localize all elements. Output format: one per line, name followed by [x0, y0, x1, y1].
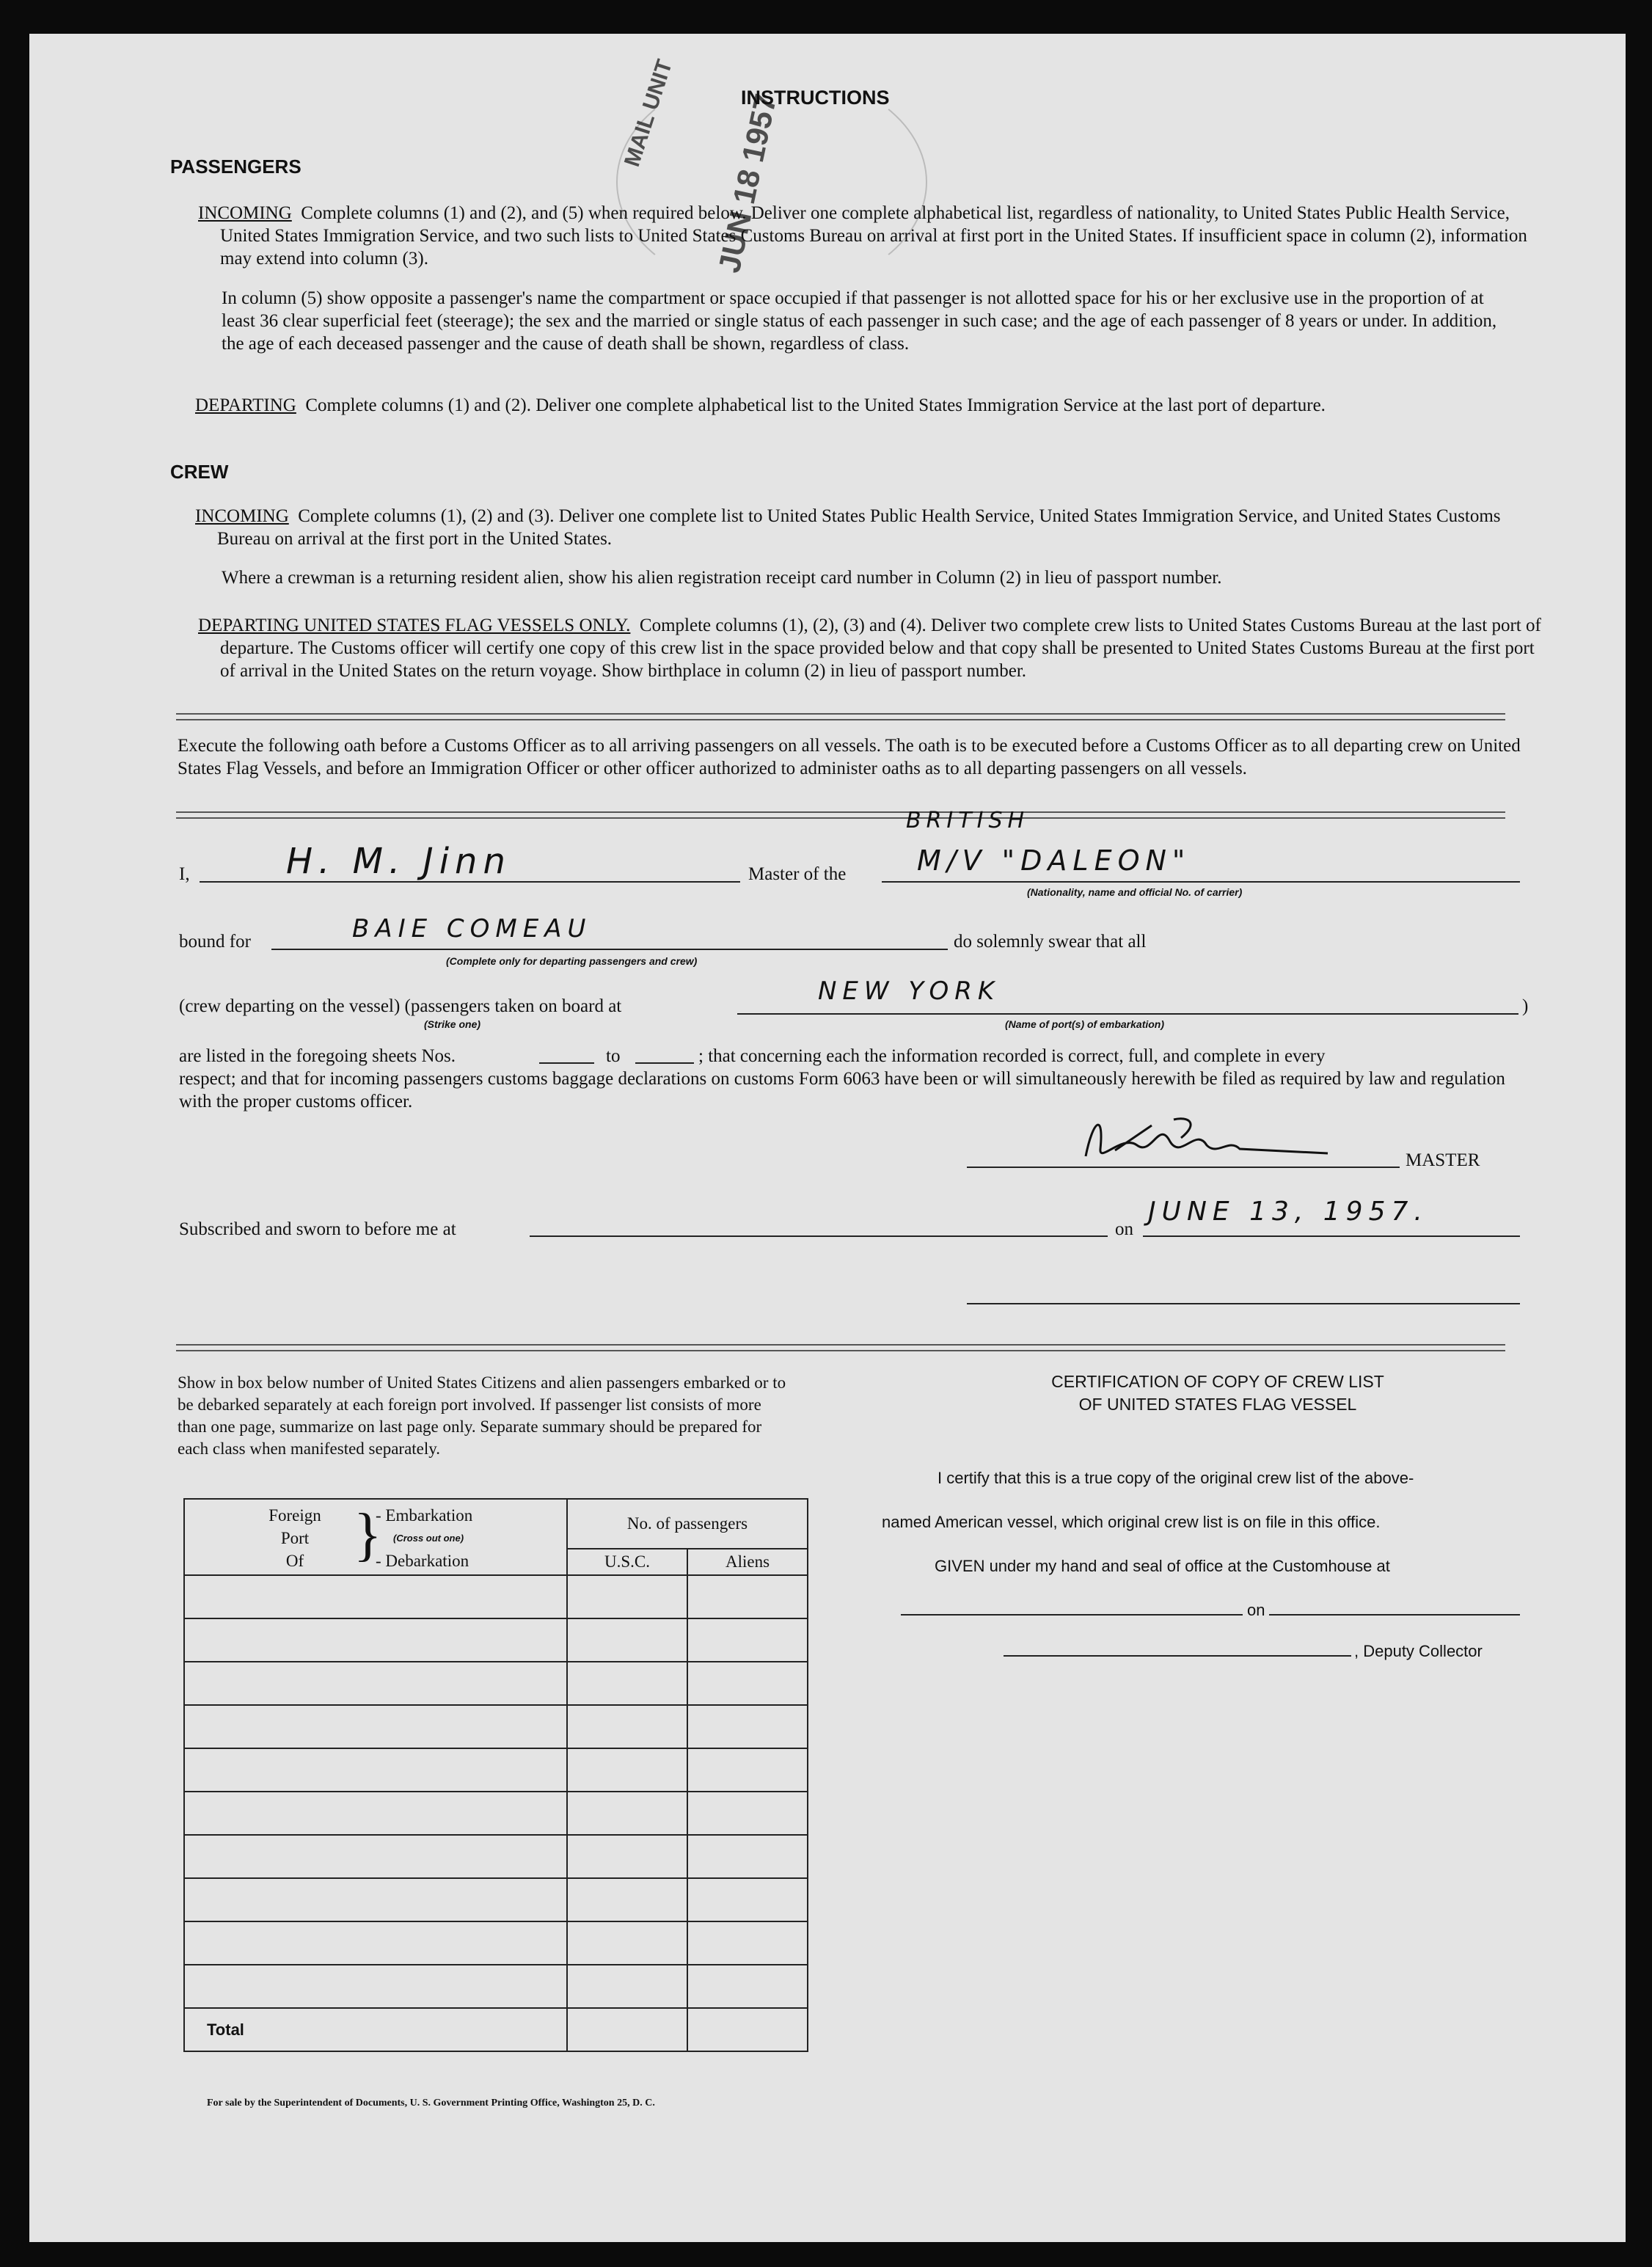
crew-departing-text: Complete columns (1), (2), (3) and (4). Deliver two complete crew lists to United States Customs Bureau at the last port of departure. The Customs officer will certify one copy of this crew list in the space provided below and that copy shall be presented to United States Customs Bureau at the first port of arrival in the United States on the return voyage. Show birthplace in column (2) in lieu of passport number. — [220, 616, 1541, 681]
certification-heading-2: OF UNITED STATES FLAG VESSEL — [1078, 1395, 1357, 1414]
crew-departing-label: DEPARTING UNITED STATES FLAG VESSELS ONLY. — [198, 616, 631, 635]
aliens-cell[interactable] — [687, 1662, 808, 1705]
stamp-text-2: JUN 18 1957 — [712, 90, 783, 276]
passengers-departing-paragraph — [195, 394, 1542, 417]
master-label: MASTER — [1406, 1150, 1480, 1170]
master-signature — [1071, 1105, 1335, 1171]
port-cell[interactable] — [184, 1792, 567, 1835]
port-cell[interactable] — [184, 1965, 567, 2008]
footer-imprint: For sale by the Superintendent of Documents, U. S. Government Printing Office, Washington 25, D. C. — [207, 2098, 655, 2109]
vessel-line — [882, 881, 1520, 883]
page-title: INSTRUCTIONS — [741, 87, 890, 109]
no-passengers-header: No. of passengers — [567, 1499, 808, 1549]
port-cell[interactable] — [184, 1662, 567, 1705]
stamp-text-1: MAIL UNIT — [620, 56, 678, 170]
divider-2 — [176, 811, 1505, 819]
table-row — [184, 1748, 808, 1792]
aliens-header: Aliens — [687, 1549, 808, 1575]
certification-on-label: on — [1247, 1601, 1265, 1619]
bound-caption: (Complete only for departing passengers and crew) — [446, 955, 698, 967]
port-cell[interactable] — [184, 1575, 567, 1618]
certification-line-2: named American vessel, which original crew list is on file in this office. — [882, 1513, 1381, 1531]
customhouse-line — [901, 1614, 1243, 1616]
table-row — [184, 1618, 808, 1662]
i-label: I, — [179, 864, 190, 884]
port-cell[interactable] — [184, 1748, 567, 1792]
deputy-collector-label: , Deputy Collector — [1354, 1642, 1483, 1660]
summary-text: Show in box below number of United States Citizens and alien passengers embarked or to be debarked separately at each foreign port involved. If passenger list consists of more than one page, summarize on last page only. Separate summary should be prepared for each class when manifested separately. — [178, 1373, 786, 1458]
passengers-incoming-label: INCOMING — [198, 203, 292, 223]
port-handwritten: NEW YORK — [818, 976, 1001, 1006]
port-cell[interactable] — [184, 1705, 567, 1748]
passengers-incoming-text: Complete columns (1) and (2), and (5) when required below. Deliver one complete alphabetical list, regardless of nationality, to United States Public Health Service, United States Immigration Service, and two such lists to United States Customs Bureau on arrival at first port in the United States. If insufficient space in column (2), information may extend into column (3). — [220, 203, 1527, 269]
foreign-label: Foreign — [268, 1506, 321, 1525]
master-of-label: Master of the — [748, 864, 847, 884]
certification-line-3: GIVEN under my hand and seal of office at the Customhouse at — [935, 1557, 1390, 1575]
date-on-label: on — [1115, 1219, 1133, 1239]
usc-header: U.S.C. — [567, 1549, 687, 1575]
total-label: Total — [184, 2008, 567, 2051]
port-line — [737, 1013, 1518, 1015]
usc-cell[interactable] — [567, 1662, 687, 1705]
foreign-port-header: Foreign Port Of } - Embarkation (Cross out one) - Debarkation — [184, 1499, 567, 1575]
table-row — [184, 1835, 808, 1878]
passengers-incoming-paragraph — [198, 202, 1540, 270]
usc-cell[interactable] — [567, 1705, 687, 1748]
master-name-handwritten: H. M. Jinn — [286, 841, 511, 882]
crew-resident-paragraph: Where a crewman is a returning resident alien, show his alien registration receipt card number in Column (2) in lieu of passport number. — [222, 568, 1222, 588]
usc-cell[interactable] — [567, 1748, 687, 1792]
usc-cell[interactable] — [567, 1921, 687, 1965]
strike-caption: (Strike one) — [424, 1018, 481, 1030]
aliens-cell[interactable] — [687, 1878, 808, 1921]
aliens-cell[interactable] — [687, 1792, 808, 1835]
embarkation-label: - Embarkation — [376, 1506, 473, 1525]
crew-departing-label: (crew departing on the vessel) (passengers taken on board at — [179, 996, 622, 1016]
total-aliens-cell[interactable] — [687, 2008, 808, 2051]
vessel-caption: (Nationality, name and official No. of carrier) — [1027, 886, 1243, 898]
crew-heading: CREW — [170, 461, 229, 483]
port-cell[interactable] — [184, 1921, 567, 1965]
table-row — [184, 1792, 808, 1835]
passenger-summary-table — [183, 1498, 808, 2052]
aliens-cell[interactable] — [687, 1748, 808, 1792]
subscribed-label: Subscribed and sworn to before me at — [179, 1219, 456, 1239]
passengers-departing-label: DEPARTING — [195, 395, 296, 415]
bound-for-handwritten: BAIE COMEAU — [352, 914, 592, 943]
table-row — [184, 1878, 808, 1921]
usc-cell[interactable] — [567, 1965, 687, 2008]
total-usc-cell[interactable] — [567, 2008, 687, 2051]
of-label: Of — [285, 1552, 304, 1570]
officer-signature-line — [967, 1303, 1520, 1304]
crew-departing-paragraph — [198, 614, 1542, 682]
cross-out-label: (Cross out one) — [393, 1533, 464, 1544]
aliens-cell[interactable] — [687, 1835, 808, 1878]
swear-label: do solemnly swear that all — [954, 932, 1147, 952]
oath-intro: Execute the following oath before a Customs Officer as to all arriving passengers on all vessels. The oath is to be executed before a Customs Officer as to all departing crew on United States Flag Vessels, and before an Immigration Officer or other officer authorized to administer oaths as to all departing passengers on all vessels. — [178, 736, 1521, 778]
certification-date-line — [1269, 1614, 1520, 1616]
vessel-handwritten: M/V "DALEON" — [917, 844, 1191, 877]
passengers-heading: PASSENGERS — [170, 156, 301, 178]
subscribed-place-line — [530, 1235, 1108, 1237]
passengers-column5-paragraph: In column (5) show opposite a passenger's name the compartment or space occupied if that passenger is not allotted space for his or her exclusive use in the proportion of at least 36 clear superficial feet (steerage); the sex and the married or single status of each passenger in such case; and the age of each passenger of 8 years or under. In addition, the age of each deceased passenger and the cause of death shall be shown, regardless of class. — [222, 288, 1497, 354]
port-cell[interactable] — [184, 1835, 567, 1878]
date-handwritten: JUNE 13, 1957. — [1148, 1197, 1428, 1227]
certification-heading — [895, 1370, 1540, 1416]
sheets-to-label: to — [606, 1046, 621, 1066]
port-label: Port — [280, 1529, 310, 1547]
port-cell[interactable] — [184, 1878, 567, 1921]
table-row — [184, 1705, 808, 1748]
port-cell[interactable] — [184, 1618, 567, 1662]
usc-cell[interactable] — [567, 1878, 687, 1921]
crew-incoming-label: INCOMING — [195, 506, 289, 526]
usc-cell[interactable] — [567, 1575, 687, 1618]
port-caption: (Name of port(s) of embarkation) — [1005, 1018, 1165, 1030]
sheets-text-b: ; that concerning each the information recorded is correct, full, and complete in every — [698, 1046, 1326, 1066]
deputy-collector-line — [1004, 1655, 1351, 1657]
crew-incoming-text: Complete columns (1), (2) and (3). Deliver one complete list to United States Public Health Service, United States Immigration Service, and United States Customs Bureau on arrival at the first port in the United States. — [217, 506, 1501, 549]
table-row — [184, 1921, 808, 1965]
aliens-cell[interactable] — [687, 1618, 808, 1662]
crew-incoming-paragraph — [195, 505, 1542, 550]
total-row — [184, 2008, 808, 2051]
usc-cell[interactable] — [567, 1618, 687, 1662]
bound-for-line — [271, 949, 948, 950]
table-header-row — [184, 1499, 808, 1549]
date-line — [1143, 1235, 1520, 1237]
nationality-handwritten: BRITISH — [906, 808, 1030, 833]
table-row — [184, 1662, 808, 1705]
certification-heading-1: CERTIFICATION OF COPY OF CREW LIST — [1051, 1372, 1384, 1391]
usc-cell[interactable] — [567, 1835, 687, 1878]
table-row — [184, 1575, 808, 1618]
sheets-text-a: are listed in the foregoing sheets Nos. — [179, 1046, 456, 1066]
document-page — [29, 34, 1626, 2242]
debarkation-label: - Debarkation — [376, 1552, 469, 1570]
divider-3 — [176, 1344, 1505, 1351]
sheets-text-c: respect; and that for incoming passengers customs baggage declarations on customs Form 6063 have been or will simultaneously herewith be filed as required by law and regulation with the proper customs officer. — [179, 1069, 1505, 1111]
aliens-cell[interactable] — [687, 1575, 808, 1618]
aliens-cell[interactable] — [687, 1921, 808, 1965]
usc-cell[interactable] — [567, 1792, 687, 1835]
passengers-departing-text: Complete columns (1) and (2). Deliver one complete alphabetical list to the United States Immigration Service at the last port of departure. — [305, 395, 1326, 415]
sheet-to-line — [635, 1062, 694, 1064]
divider-1 — [176, 713, 1505, 720]
close-paren: ) — [1522, 996, 1529, 1016]
aliens-cell[interactable] — [687, 1705, 808, 1748]
bound-for-label: bound for — [179, 932, 251, 952]
table-row — [184, 1965, 808, 2008]
sheet-from-line — [539, 1062, 594, 1064]
aliens-cell[interactable] — [687, 1965, 808, 2008]
certification-line-1: I certify that this is a true copy of the original crew list of the above- — [938, 1469, 1414, 1487]
